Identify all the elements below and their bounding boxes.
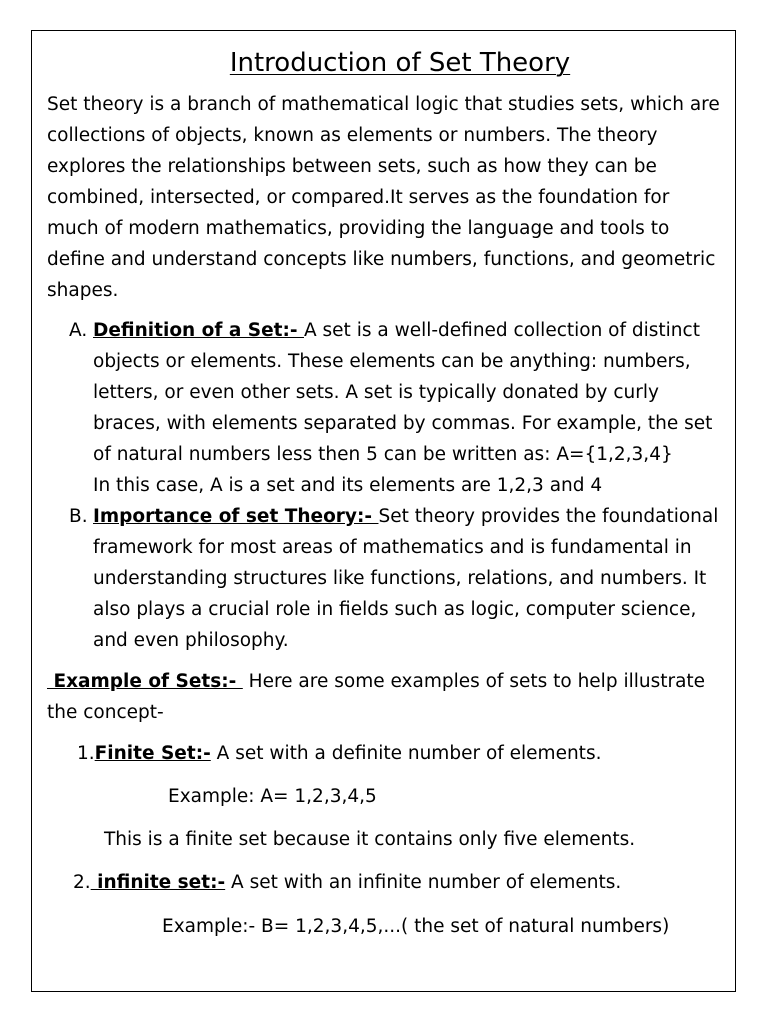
examples-intro	[47, 666, 723, 728]
finite-set-text: A set with a definite number of elements.	[210, 743, 602, 764]
finite-set-example: Example: A= 1,2,3,4,5	[168, 786, 377, 807]
intro-paragraph: Set theory is a branch of mathematical logic that studies sets, which are collections of objects, known as elements or numbers. The theory explores the relationships between sets, such as how they can be combined, intersected, or compared.It serves as the foundation for much of modern mathematics, providing the language and tools to define and understand concepts like numbers, functions, and geometric shapes.	[47, 94, 720, 301]
definition-text: A set is a well-defined collection of distinct objects or elements. These elements can be anything: numbers, letters, or even other sets. A set is typically donated by curly braces, with elements separated by commas. For example, the set of natural numbers less then 5 can be written as: A={1,2,3,4}	[93, 320, 713, 465]
finite-set-number: 1.	[77, 743, 95, 764]
list-item-definition	[47, 315, 723, 501]
examples-text: Here are some examples of sets to help illustrate the concept-	[47, 671, 706, 723]
finite-set-note: This is a finite set because it contains only five elements.	[104, 829, 636, 850]
infinite-set-text: A set with an infinite number of elements.	[225, 872, 622, 893]
document-body	[47, 43, 723, 942]
list-marker-b: B.	[69, 506, 88, 527]
definition-heading: Definition of a Set:-	[93, 320, 304, 341]
infinite-set-number: 2.	[73, 872, 91, 893]
infinite-set-item	[47, 867, 723, 898]
importance-text: Set theory provides the foundational framework for most areas of mathematics and is fundamental in understanding structures like functions, relations, and numbers. It also plays a crucial role in fields such as logic, computer science, and even philosophy.	[93, 506, 719, 651]
list-marker-a: A.	[69, 320, 88, 341]
examples-heading: Example of Sets:-	[47, 671, 243, 692]
importance-heading: Importance of set Theory:-	[93, 506, 379, 527]
definition-example-text: In this case, A is a set and its elements are 1,2,3 and 4	[93, 475, 603, 496]
finite-set-heading: Finite Set:-	[94, 743, 211, 764]
infinite-set-heading: infinite set:-	[90, 872, 226, 893]
lettered-list	[47, 315, 723, 656]
document-title: Introduction of Set Theory	[229, 48, 571, 78]
list-item-importance	[47, 501, 723, 656]
infinite-set-example: Example:- B= 1,2,3,4,5,...( the set of natural numbers)	[162, 916, 670, 937]
finite-set-item	[47, 738, 723, 769]
